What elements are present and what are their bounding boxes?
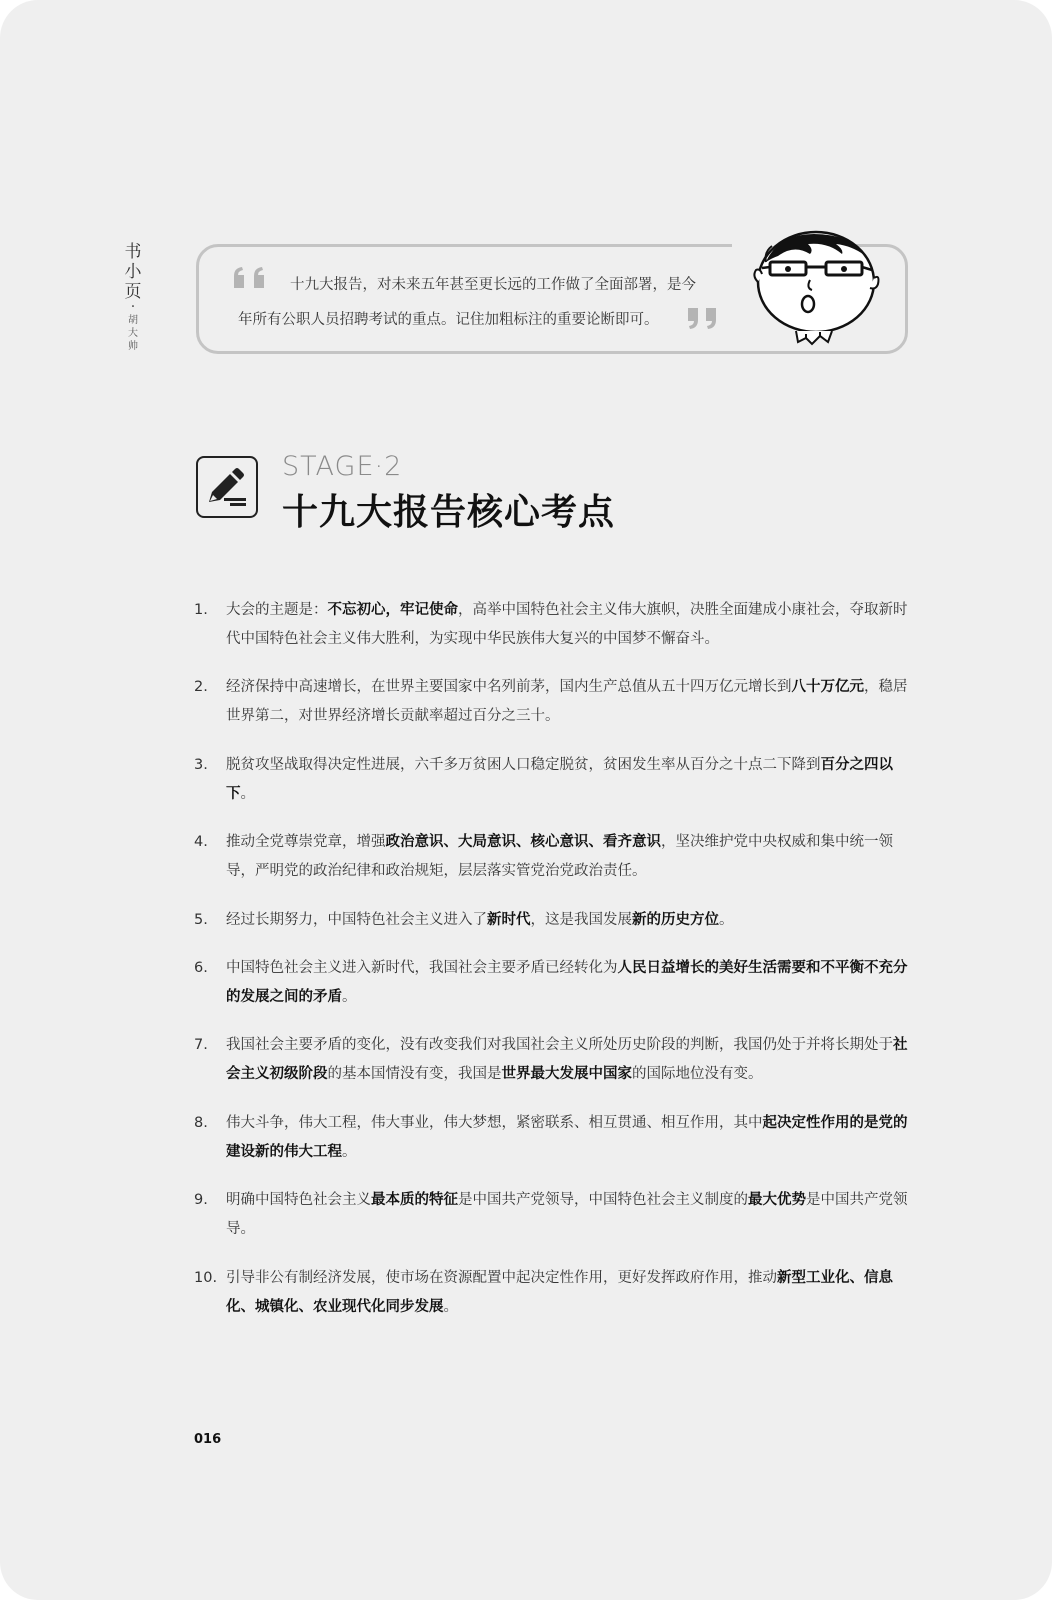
point-number: 1. [194,602,208,618]
emphasis-text: 世界最大发展中国家 [501,1066,632,1082]
point-text [226,1186,910,1244]
quote-line-1: 十九大报告，对未来五年甚至更长远的工作做了全面部署，是今 [290,277,696,293]
point-segment: ，坚决维护党中央权威和集中统一领导，严明党的政治纪律和政治规矩，层层落实管党治党政治责任。 [226,834,893,879]
brand-title [116,242,150,302]
point-segment: ，高举中国特色社会主义伟大旗帜，决胜全面建成小康社会，夺取新时代中国特色社会主义伟大胜利，为实现中华民族伟大复兴的中国梦不懈奋斗。 [226,602,908,647]
quote-text [238,268,738,338]
point-text [226,954,910,1012]
emphasis-text: 政治意识、大局意识、核心意识、看齐意识 [385,834,661,850]
point-segment: 。 [240,786,255,802]
point-segment: 。 [342,1144,357,1160]
emphasis-text: 最本质的特征 [371,1192,458,1208]
point-segment: 我国社会主要矛盾的变化，没有改变我们对我国社会主义所处历史阶段的判断，我国仍处于并将长期处于 [226,1037,893,1053]
point-segment: 的基本国情没有变，我国是 [327,1066,502,1082]
point-segment: 引导非公有制经济发展，使市场在资源配置中起决定性作用，更好发挥政府作用，推动 [226,1270,777,1286]
point-number: 8. [194,1115,208,1131]
point-text [226,1264,910,1322]
stage-label: STAGE·2 [282,451,403,482]
point-number: 10. [194,1270,218,1286]
point-segment: 的国际地位没有变。 [632,1066,763,1082]
point-segment: 伟大斗争，伟大工程，伟大事业，伟大梦想，紧密联系、相互贯通、相互作用，其中 [226,1115,763,1131]
author-char: 帅 [128,341,138,352]
emphasis-text: 起决定性作用的是党的建设新的伟大工程 [226,1115,908,1160]
point-text [226,751,910,809]
point-number: 6. [194,960,208,976]
point-segment: 推动全党尊崇党章，增强 [226,834,386,850]
page-number: 016 [194,1432,222,1447]
author-char: 大 [128,328,138,339]
brand-author [116,314,150,353]
brand-char: 页 [124,282,142,302]
point-text [226,906,910,935]
point-segment: 经济保持中高速增长，在世界主要国家中名列前茅，国内生产总值从五十四万亿元增长到 [226,679,792,695]
point-segment: 脱贫攻坚战取得决定性进展，六千多万贫困人口稳定脱贫，贫困发生率从百分之十点二下降到 [226,757,821,773]
brand-char: 小 [124,262,142,282]
point-number: 5. [194,912,208,928]
point-segment: 经过长期努力，中国特色社会主义进入了 [226,912,487,928]
emphasis-text: 新时代 [487,912,531,928]
author-char: 胡 [128,315,138,326]
point-number: 4. [194,834,208,850]
point-segment: 。 [443,1299,458,1315]
emphasis-text: 八十万亿元 [791,679,864,695]
brand-mark [116,242,150,353]
point-segment: 明确中国特色社会主义 [226,1192,371,1208]
point-text [226,1031,910,1089]
point-text [226,828,910,886]
section-title: 十九大报告核心考点 [282,492,616,533]
point-number: 3. [194,757,208,773]
quote-line-2: 年所有公职人员招聘考试的重点。记住加粗标注的重要论断即可。 [238,312,659,328]
emphasis-text: 新的历史方位 [632,912,719,928]
brand-dot: · [130,299,136,315]
emphasis-text: 人民日益增长的美好生活需要和不平衡不充分的发展之间的矛盾 [226,960,908,1005]
point-segment: 是中国共产党领导。 [226,1192,908,1237]
brand-char: 书 [124,242,142,262]
point-segment: 。 [342,989,357,1005]
point-segment: 。 [719,912,734,928]
emphasis-text: 最大优势 [748,1192,806,1208]
point-segment: ，这是我国发展 [530,912,632,928]
point-text [226,596,910,654]
mascot-illustration [748,228,898,354]
emphasis-text: 社会主义初级阶段 [226,1037,908,1082]
emphasis-text: 百分之四以下 [226,757,893,802]
point-segment: 中国特色社会主义进入新时代，我国社会主要矛盾已经转化为 [226,960,618,976]
point-text [226,1109,910,1167]
emphasis-text: 新型工业化、信息化、城镇化、农业现代化同步发展 [226,1270,893,1315]
emphasis-text: 不忘初心，牢记使命 [327,602,458,618]
point-number: 7. [194,1037,208,1053]
point-number: 2. [194,679,208,695]
point-text [226,673,910,731]
point-segment: 大会的主题是： [226,602,328,618]
point-number: 9. [194,1192,208,1208]
point-segment: ，稳居世界第二，对世界经济增长贡献率超过百分之三十。 [226,679,908,724]
point-segment: 是中国共产党领导，中国特色社会主义制度的 [458,1192,748,1208]
pencil-edit-icon [196,456,258,518]
